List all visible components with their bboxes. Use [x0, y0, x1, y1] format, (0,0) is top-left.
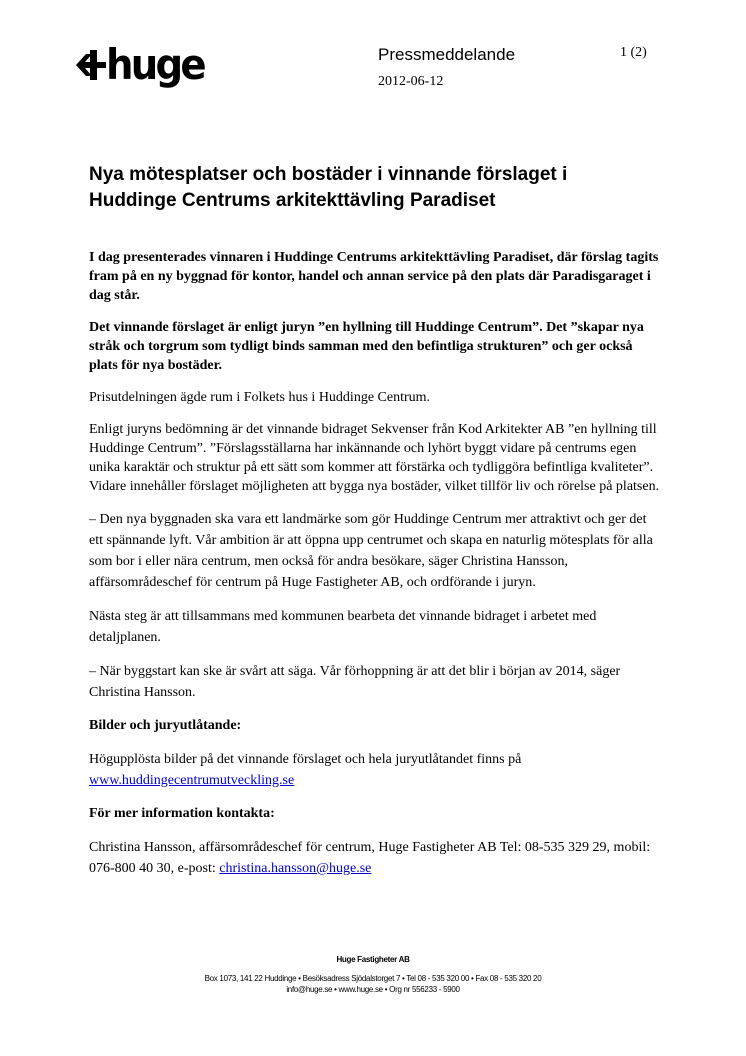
footer	[0, 954, 746, 995]
logo-text: huge	[106, 40, 204, 89]
quote-paragraph: – Den nya byggnaden ska vara ett landmärke som gör Huddinge Centrum mer attraktivt och ger det ett spännande lyft. Vår ambition är att öppna upp centrumet och skapa en naturlig mötesplats för alla som bor i eller nära centrum, men också för andra besökare, säger Christina Hansson, affärsområdeschef för centrum på Huge Fastigheter AB, och ordförande i juryn.	[89, 512, 653, 590]
jury-assessment-paragraph: Enligt juryns bedömning är det vinnande bidraget Sekvenser från Kod Arkitekter AB ”en hyllning till Huddinge Centrum”. ”Förslagsställarna har inkännande och lyhört byggt vidare på centrums egen unika karaktär och struktur på ett sätt som kommer att förstärka och tydliggöra befintliga kvaliteter”. Vidare innehåller förslaget möjligheten att bygga nya bostäder, vilket tillför liv och rörelse på platsen.	[89, 422, 660, 494]
images-heading: Bilder och juryutlåtande:	[89, 718, 242, 733]
footer-address-line: Box 1073, 141 22 Huddinge • Besöksadress Sjödalstorget 7 • Tel 08 - 535 320 00 • Fax 08 - 535 320 20	[204, 974, 542, 983]
construction-start-paragraph: – När byggstart kan ske är svårt att säga. Vår förhoppning är att det blir i början av 2014, säger Christina Hansson.	[89, 664, 621, 700]
document-date: 2012-06-12	[378, 74, 444, 89]
page-number: 1 (2)	[620, 45, 647, 60]
jury-quote-paragraph: Det vinnande förslaget är enligt juryn ”en hyllning till Huddinge Centrum”. Det ”skapar nya stråk och torgrum som tydligt binds samman med den befintliga strukturen” och ger också plats för nya bostäder.	[89, 320, 644, 373]
huge-logo-icon	[70, 45, 108, 85]
lead-paragraph: I dag presenterades vinnaren i Huddinge Centrums arkitekttävling Paradiset, där förslag tagits fram på en ny byggnad för kontor, handel och annan service på den plats där Paradisgaraget i dag står.	[89, 250, 659, 303]
ceremony-paragraph: Prisutdelningen ägde rum i Folkets hus i Huddinge Centrum.	[89, 390, 431, 405]
next-step-paragraph: Nästa steg är att tillsammans med kommunen bearbeta det vinnande bidraget i arbetet med detaljplanen.	[89, 609, 597, 645]
images-text: Högupplösta bilder på det vinnande förslaget och hela juryutlåtandet finns på	[89, 752, 522, 767]
footer-company: Huge Fastigheter AB	[336, 955, 410, 964]
document-type: Pressmeddelande	[378, 45, 516, 64]
website-link[interactable]: www.huddingecentrumutveckling.se	[89, 773, 295, 788]
contact-text: Christina Hansson, affärsområdeschef för centrum, Huge Fastigheter AB Tel: 08-535 329 29, mobil: 076-800 40 30, e-post:	[89, 840, 651, 876]
email-link[interactable]: christina.hansson@huge.se	[219, 861, 372, 876]
huge-logo	[70, 40, 212, 90]
contact-heading: För mer information kontakta:	[89, 806, 275, 821]
footer-contact-line: info@huge.se • www.huge.se • Org nr 556233 - 5900	[286, 985, 460, 994]
press-release-body	[89, 248, 661, 892]
images-paragraph	[89, 749, 661, 791]
title-line-1: Nya mötesplatser och bostäder i vinnande förslaget i	[89, 164, 568, 185]
press-release-title	[89, 162, 669, 214]
contact-paragraph	[89, 837, 661, 879]
title-line-2: Huddinge Centrums arkitekttävling Paradiset	[89, 190, 496, 211]
